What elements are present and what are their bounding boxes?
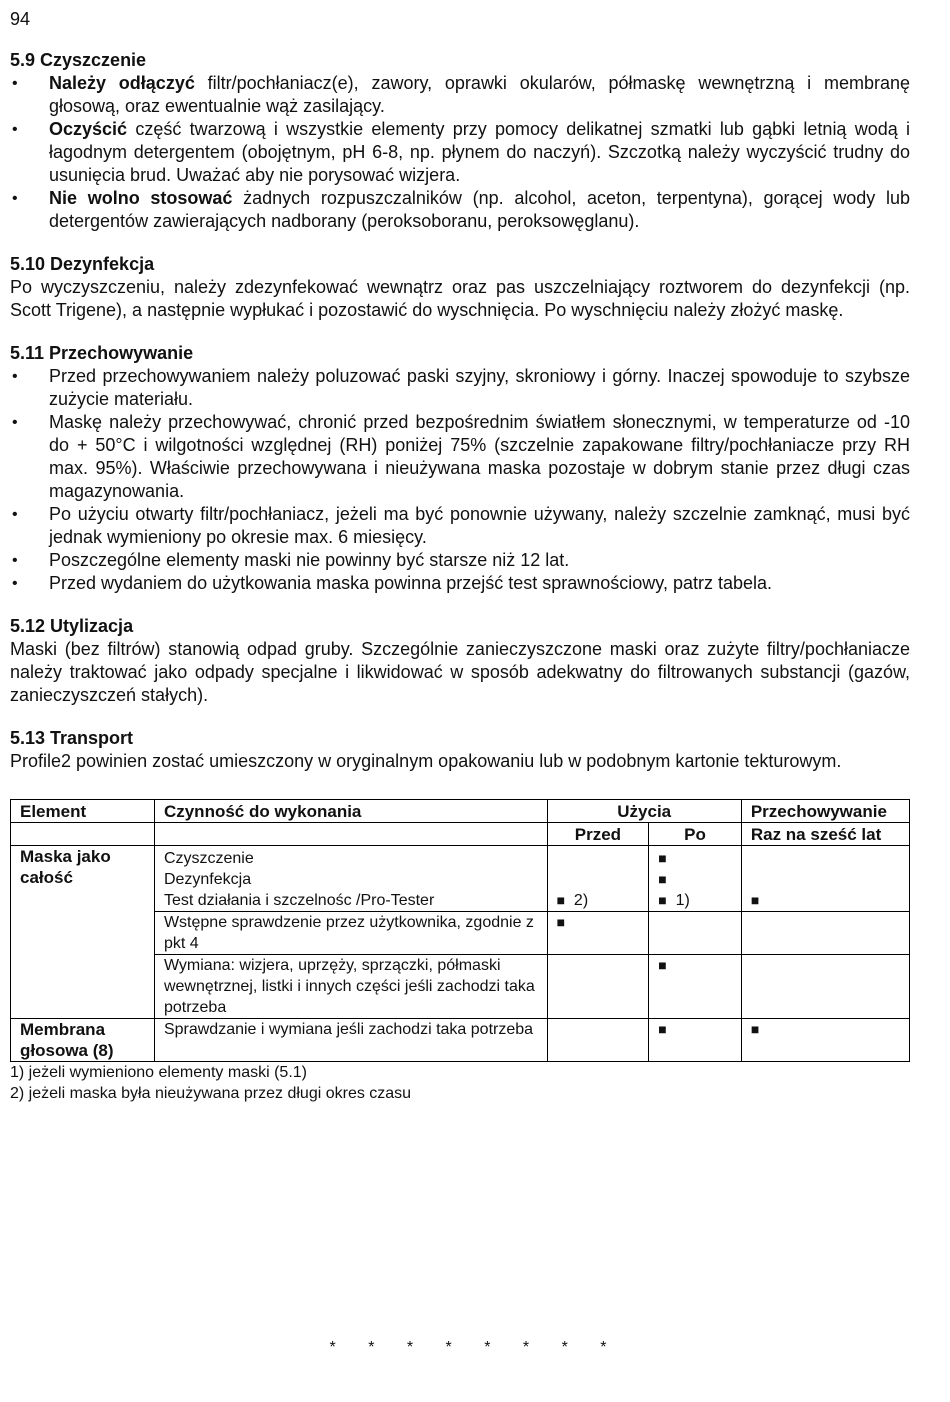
header-interval: Raz na sześć lat [741, 823, 909, 846]
cell-action: Czyszczenie Dezynfekcja Test działania i szczelnośc /Pro-Tester [154, 846, 547, 912]
table-header-row [11, 800, 910, 823]
cell-storage [741, 955, 909, 1019]
cell-before [547, 955, 649, 1019]
section-heading: 5.12 Utylizacja [10, 616, 134, 636]
cell-action: Sprawdzanie i wymiana jeśli zachodzi taka potrzeba [154, 1019, 547, 1062]
cell-before: ■ 2) [547, 846, 649, 912]
list-item: • Maskę należy przechowywać, chronić przed bezpośrednim światłem słonecznymi, w temperaturze od -10 do + 50°C i wilgotności względnej (RH) poniżej 75% (szczelnie zapakowane filtry/pochłaniacze przy RH max. 95%). Właściwie przechowywana i nieużywana maska pozostaje w dobrym stanie przez długi czas magazynowania. [10, 411, 910, 503]
cell-before [547, 1019, 649, 1062]
cell-element: Membrana głosowa (8) [11, 1019, 155, 1062]
cell-after: ■ [649, 1019, 742, 1062]
cell-storage [741, 912, 909, 955]
list-item: • Oczyścić część twarzową i wszystkie elementy przy pomocy delikatnej szmatki lub gąbki letnią wodą i łagodnym detergentem (obojętnym, pH 6-8, np. płynem do naczyń). Szczotką należy wyczyścić trudny do usunięcia brud. Uważać aby nie porysować wizjera. [10, 118, 910, 187]
section-disposal [10, 615, 910, 707]
cell-after: ■ [649, 955, 742, 1019]
cell-after [649, 912, 742, 955]
table-row [11, 846, 910, 912]
maintenance-table [10, 799, 910, 1062]
section-heading: 5.10 Dezynfekcja [10, 254, 155, 274]
document-page [10, 8, 910, 1104]
list-item: • Przed przechowywaniem należy poluzować paski szyjny, skroniowy i górny. Inaczej spowoduje to szybsze zużycie materiału. [10, 365, 910, 411]
table-subheader-row [11, 823, 910, 846]
header-storage: Przechowywanie [741, 800, 909, 823]
section-heading: 5.11 Przechowywanie [10, 343, 194, 363]
list-item: • Nie wolno stosować żadnych rozpuszczalników (np. alcohol, aceton, terpentyna), gorącej wody lub detergentów zawierających nadborany (peroksoboranu, peroksowęglanu). [10, 187, 910, 233]
paragraph: Profile2 powinien zostać umieszczony w oryginalnym opakowaniu lub w podobnym kartonie tekturowym. [10, 751, 842, 771]
cell-before: ■ [547, 912, 649, 955]
paragraph: Po wyczyszczeniu, należy zdezynfekować wewnątrz oraz pas uszczelniający roztworem do dezynfekcji (np. Scott Trigene), a następnie wypłukać i pozostawić do wyschnięcia. Po wyschnięciu należy złożyć maskę. [10, 277, 910, 320]
list-item: • Przed wydaniem do użytkowania maska powinna przejść test sprawnościowy, patrz tabela. [10, 572, 910, 595]
cell-after: ■ ■ ■ 1) [649, 846, 742, 912]
paragraph: Maski (bez filtrów) stanowią odpad gruby. Szczególnie zanieczyszczone maski oraz zużyte filtry/pochłaniacze należy traktować jako odpady specjalne i likwidować w sposób adekwatny do filtrowanych substancji (gazów, zanieczyszczeń stałych). [10, 639, 910, 705]
list-item: • Po użyciu otwarty filtr/pochłaniacz, jeżeli ma być ponownie używany, należy szczelnie zamknąć, musi być jednak wymieniony po okresie max. 6 miesięcy. [10, 503, 910, 549]
bullet-list [10, 72, 910, 233]
cell-storage: ■ [741, 846, 909, 912]
section-cleaning [10, 49, 910, 233]
section-disinfection [10, 253, 910, 322]
header-before: Przed [547, 823, 649, 846]
section-heading: 5.13 Transport [10, 728, 134, 748]
bullet-list [10, 365, 910, 595]
cell-action: Wstępne sprawdzenie przez użytkownika, zgodnie z pkt 4 [154, 912, 547, 955]
cell-element: Maska jako całość [11, 846, 155, 1019]
cell-storage: ■ [741, 1019, 909, 1062]
section-heading: 5.9 Czyszczenie [10, 50, 147, 70]
header-action: Czynność do wykonania [154, 800, 547, 823]
header-element: Element [11, 800, 155, 823]
list-item: • Poszczególne elementy maski nie powinny być starsze niż 12 lat. [10, 549, 910, 572]
footnote: 2) jeżeli maska była nieużywana przez długi okres czasu [10, 1085, 412, 1102]
section-storage [10, 342, 910, 595]
header-use: Użycia [547, 800, 741, 823]
list-item: • Należy odłączyć filtr/pochłaniacz(e), zawory, oprawki okularów, półmaskę wewnętrzną i membranę głosową, oraz ewentualnie wąż zasilający. [10, 72, 910, 118]
cell-action: Wymiana: wizjera, uprzęży, sprzączki, półmaski wewnętrznej, listki i innych części jeśli zachodzi taka potrzeba [154, 955, 547, 1019]
section-transport [10, 727, 910, 773]
table-row [11, 1019, 910, 1062]
page-number: 94 [10, 9, 31, 29]
footnote: 1) jeżeli wymieniono elementy maski (5.1) [10, 1064, 307, 1081]
header-after: Po [649, 823, 742, 846]
end-mark: * * * * * * * * [329, 1339, 621, 1356]
